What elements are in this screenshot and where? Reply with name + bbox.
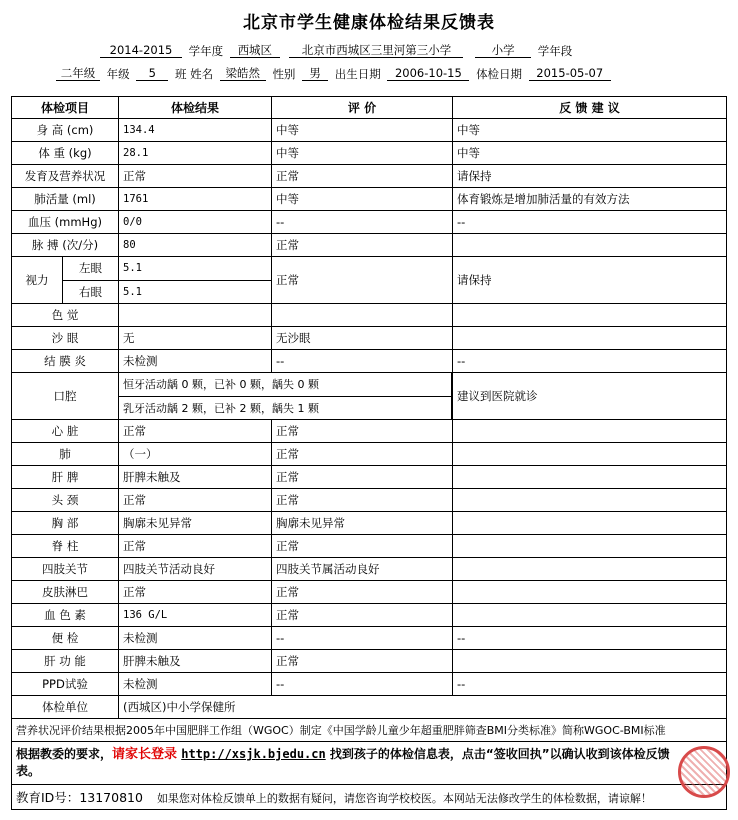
health-report-table bbox=[11, 96, 727, 810]
row-eval: -- bbox=[272, 673, 453, 696]
row-result: 正常 bbox=[119, 489, 272, 512]
row-item: 头 颈 bbox=[12, 489, 119, 512]
header-item: 体检项目 bbox=[12, 97, 119, 119]
school-stage-label: 学年段 bbox=[537, 44, 573, 58]
vision-cell bbox=[12, 257, 119, 304]
table-row bbox=[12, 443, 727, 466]
row-eval: -- bbox=[272, 627, 453, 650]
oral-subtable bbox=[119, 373, 452, 419]
id-label: 教育ID号： bbox=[16, 790, 80, 805]
table-row bbox=[12, 257, 727, 304]
row-eval: 正常 bbox=[272, 489, 453, 512]
standard-note-row bbox=[12, 719, 727, 742]
table-row bbox=[12, 304, 727, 327]
row-advice bbox=[453, 327, 727, 350]
class-number: 5 bbox=[136, 67, 168, 81]
row-eval: 正常 bbox=[272, 234, 453, 257]
row-item: 四肢关节 bbox=[12, 558, 119, 581]
row-item: 皮肤淋巴 bbox=[12, 581, 119, 604]
table-row bbox=[12, 420, 727, 443]
site-link[interactable]: http://xsjk.bjedu.cn bbox=[181, 747, 326, 761]
table-row bbox=[12, 327, 727, 350]
row-advice bbox=[453, 558, 727, 581]
footer bbox=[12, 785, 727, 810]
row-eval: 胸廓未见异常 bbox=[272, 512, 453, 535]
row-result: 正常 bbox=[119, 420, 272, 443]
row-item: 身 高 (cm) bbox=[12, 119, 119, 142]
row-advice: 中等 bbox=[453, 142, 727, 165]
row-eval: 正常 bbox=[272, 420, 453, 443]
request-suffix: 找到孩子的体检信息表，点击“签收回执”以确认收到该体检反馈表。 bbox=[16, 747, 670, 778]
row-advice bbox=[453, 304, 727, 327]
vision-label: 视力 bbox=[12, 257, 63, 303]
table-row bbox=[12, 234, 727, 257]
table-row bbox=[12, 581, 727, 604]
row-item: 便 检 bbox=[12, 627, 119, 650]
table-row bbox=[12, 188, 727, 211]
row-result bbox=[119, 304, 272, 327]
info-line-2 bbox=[56, 67, 611, 81]
row-result: 80 bbox=[119, 234, 272, 257]
row-advice: -- bbox=[453, 211, 727, 234]
row-eval: 四肢关节属活动良好 bbox=[272, 558, 453, 581]
left-eye-value: 5.1 bbox=[119, 257, 271, 280]
row-item: 心 脏 bbox=[12, 420, 119, 443]
row-eval: 中等 bbox=[272, 188, 453, 211]
row-advice bbox=[453, 650, 727, 673]
row-eval: 正常 bbox=[272, 581, 453, 604]
table-row bbox=[12, 650, 727, 673]
row-item: 肝 功 能 bbox=[12, 650, 119, 673]
row-result: 未检测 bbox=[119, 350, 272, 373]
education-id: 13170810 bbox=[79, 790, 143, 805]
footer-row bbox=[12, 785, 727, 810]
standard-note: 营养状况评价结果根据2005年中国肥胖工作组（WGOC）制定《中国学龄儿童少年超重肥胖筛查BMI分类标准》简称WGOC-BMI标准 bbox=[12, 719, 727, 742]
header-result: 体检结果 bbox=[119, 97, 272, 119]
info-line-1 bbox=[100, 44, 575, 58]
row-item: PPD试验 bbox=[12, 673, 119, 696]
row-eval: 正常 bbox=[272, 165, 453, 188]
row-result: 28.1 bbox=[119, 142, 272, 165]
row-advice bbox=[453, 420, 727, 443]
row-advice: 建议到医院就诊 bbox=[453, 373, 727, 420]
footer-text: 如果您对体检反馈单上的数据有疑问，请您咨询学校校医。本网站无法修改学生的体检数据，请谅解！ bbox=[156, 792, 652, 805]
row-eval: 无沙眼 bbox=[272, 327, 453, 350]
row-item: 结 膜 炎 bbox=[12, 350, 119, 373]
row-eval: 中等 bbox=[272, 119, 453, 142]
birth-date: 2006-10-15 bbox=[387, 67, 469, 81]
school-year: 2014-2015 bbox=[100, 44, 182, 58]
exam-date-label: 体检日期 bbox=[476, 67, 523, 81]
row-result: （一） bbox=[119, 443, 272, 466]
header-advice: 反 馈 建 议 bbox=[453, 97, 727, 119]
school-name: 北京市西城区三里河第三小学 bbox=[289, 44, 463, 58]
table-row bbox=[12, 165, 727, 188]
gender: 男 bbox=[302, 67, 328, 81]
row-item: 脉 搏 (次/分) bbox=[12, 234, 119, 257]
row-item: 血 色 素 bbox=[12, 604, 119, 627]
row-advice bbox=[453, 512, 727, 535]
permanent-teeth: 恒牙活动龋 0 颗，已补 0 颗，龋失 0 颗 bbox=[119, 373, 452, 396]
row-item: 沙 眼 bbox=[12, 327, 119, 350]
row-eval: 正常 bbox=[272, 535, 453, 558]
class-name-label: 班 姓名 bbox=[174, 67, 214, 81]
row-advice: -- bbox=[453, 350, 727, 373]
table-row bbox=[12, 627, 727, 650]
row-advice: -- bbox=[453, 673, 727, 696]
table-row bbox=[12, 558, 727, 581]
vision-subtable bbox=[12, 257, 118, 303]
seal-stamp bbox=[678, 746, 730, 798]
table-row bbox=[12, 211, 727, 234]
row-advice: 请保持 bbox=[453, 165, 727, 188]
row-item: 肺 bbox=[12, 443, 119, 466]
row-eval: 正常 bbox=[272, 650, 453, 673]
parent-login-text: 请家长登录 bbox=[112, 747, 178, 762]
left-eye-label: 左眼 bbox=[63, 257, 119, 280]
row-item: 肝 脾 bbox=[12, 466, 119, 489]
table-row bbox=[12, 373, 727, 420]
row-advice bbox=[453, 581, 727, 604]
row-result: 肝脾未触及 bbox=[119, 650, 272, 673]
table-row bbox=[12, 604, 727, 627]
row-advice: -- bbox=[453, 627, 727, 650]
grade-label: 年级 bbox=[106, 67, 130, 81]
right-eye-value: 5.1 bbox=[123, 285, 142, 298]
grade: 二年级 bbox=[56, 67, 100, 81]
row-eval bbox=[272, 304, 453, 327]
row-result: 正常 bbox=[119, 165, 272, 188]
row-result: 1761 bbox=[119, 188, 272, 211]
row-result: 肝脾未触及 bbox=[119, 466, 272, 489]
row-eval: 正常 bbox=[272, 443, 453, 466]
row-advice bbox=[453, 466, 727, 489]
row-advice bbox=[453, 604, 727, 627]
row-result: 136 G/L bbox=[119, 604, 272, 627]
exam-date: 2015-05-07 bbox=[529, 67, 611, 81]
row-result: 四肢关节活动良好 bbox=[119, 558, 272, 581]
school-year-label: 学年度 bbox=[188, 44, 224, 58]
row-item: 血压 (mmHg) bbox=[12, 211, 119, 234]
table-row bbox=[12, 673, 727, 696]
row-advice: 体育锻炼是增加肺活量的有效方法 bbox=[453, 188, 727, 211]
birth-label: 出生日期 bbox=[334, 67, 381, 81]
table-row bbox=[12, 535, 727, 558]
table-row bbox=[12, 142, 727, 165]
row-advice bbox=[453, 535, 727, 558]
row-result: 0/0 bbox=[119, 211, 272, 234]
table-row bbox=[12, 466, 727, 489]
oral-result-cell bbox=[119, 373, 453, 420]
row-item: 口腔 bbox=[12, 373, 119, 420]
row-item: 体检单位 bbox=[12, 696, 119, 719]
exam-unit: (西城区)中小学保健所 bbox=[119, 696, 727, 719]
table-header bbox=[12, 97, 727, 119]
request-prefix: 根据教委的要求， bbox=[16, 747, 113, 761]
row-item: 发育及营养状况 bbox=[12, 165, 119, 188]
row-result: 无 bbox=[119, 327, 272, 350]
row-item: 脊 柱 bbox=[12, 535, 119, 558]
row-result: 未检测 bbox=[119, 627, 272, 650]
row-eval: -- bbox=[272, 350, 453, 373]
right-eye-label: 右眼 bbox=[79, 284, 102, 299]
row-item: 体 重 (kg) bbox=[12, 142, 119, 165]
row-eval: 正常 bbox=[272, 604, 453, 627]
row-result: 正常 bbox=[119, 581, 272, 604]
header-eval: 评 价 bbox=[272, 97, 453, 119]
table-row bbox=[12, 512, 727, 535]
request-note bbox=[12, 742, 727, 785]
gender-label: 性别 bbox=[272, 67, 296, 81]
vision-result-subtable bbox=[119, 257, 271, 303]
school-stage: 小学 bbox=[475, 44, 531, 58]
page-title: 北京市学生健康体检结果反馈表 bbox=[243, 13, 495, 33]
row-advice: 中等 bbox=[453, 119, 727, 142]
row-advice bbox=[453, 234, 727, 257]
table-row bbox=[12, 696, 727, 719]
row-advice bbox=[453, 443, 727, 466]
row-item: 肺活量 (ml) bbox=[12, 188, 119, 211]
row-item: 胸 部 bbox=[12, 512, 119, 535]
row-result: 胸廓未见异常 bbox=[119, 512, 272, 535]
row-advice bbox=[453, 489, 727, 512]
table-row bbox=[12, 350, 727, 373]
table-row bbox=[12, 119, 727, 142]
row-result: 正常 bbox=[119, 535, 272, 558]
milk-teeth: 乳牙活动龋 2 颗，已补 2 颗，龋失 1 颗 bbox=[119, 396, 452, 419]
row-eval: 正常 bbox=[272, 466, 453, 489]
table-row bbox=[12, 489, 727, 512]
row-eval: -- bbox=[272, 211, 453, 234]
request-note-row bbox=[12, 742, 727, 785]
vision-result-cell bbox=[119, 257, 272, 304]
district: 西城区 bbox=[230, 44, 280, 58]
row-result: 134.4 bbox=[119, 119, 272, 142]
student-name: 梁皓然 bbox=[220, 67, 266, 81]
row-result: 未检测 bbox=[119, 673, 272, 696]
row-item: 色 觉 bbox=[12, 304, 119, 327]
row-advice: 请保持 bbox=[453, 257, 727, 304]
row-eval: 中等 bbox=[272, 142, 453, 165]
row-eval: 正常 bbox=[272, 257, 453, 304]
